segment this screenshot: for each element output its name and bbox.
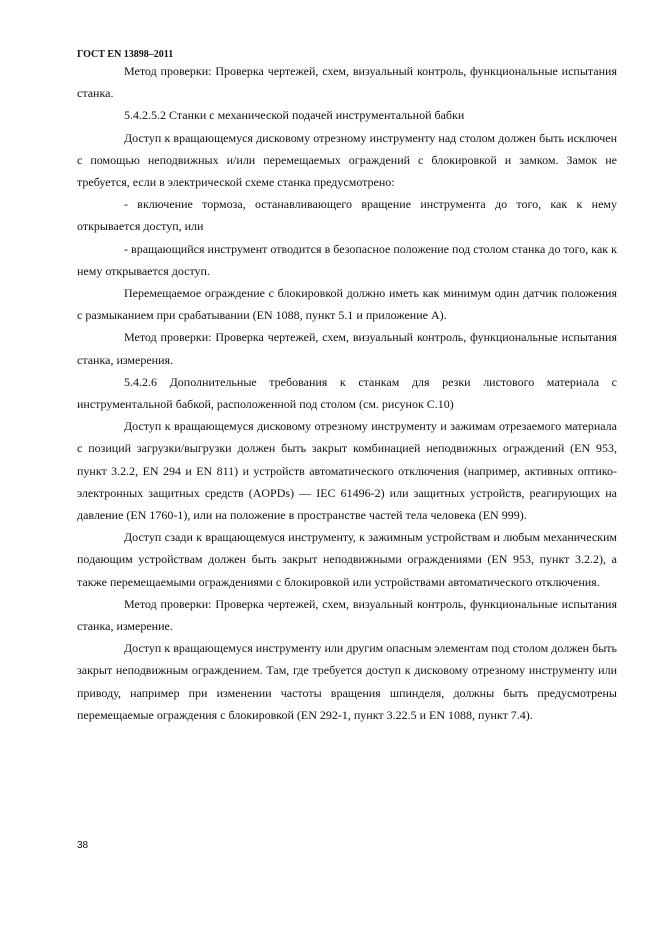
document-header: ГОСТ EN 13898–2011 [77,49,174,60]
paragraph: Доступ сзади к вращающемуся инструменту, к зажимным устройствам и любым механическим подающим устройствам должен быть закрыт неподвижными ограждениями (EN 953, пункт 3.2.2), а также перемещаемыми ограждениями с блокировкой или устройствами автоматического отключения. [77,530,617,589]
paragraph: Метод проверки: Проверка чертежей, схем, визуальный контроль, функциональные испытания станка, измерение. [77,596,617,634]
section-heading: 5.4.2.6 Дополнительные требования к станкам для резки листового материала с инструментальной бабкой, расположенной под столом (см. рисунок С.10) [77,374,617,412]
paragraph: Метод проверки: Проверка чертежей, схем, визуальный контроль, функциональные испытания станка. [77,64,617,101]
page-number: 38 [77,840,89,851]
paragraph: Доступ к вращающемуся дисковому отрезному инструменту и зажимам отрезаемого материала с позиций загрузки/выгрузки должен быть закрыт комбинацией неподвижных ограждений (EN 953, пункт 3.2.2, EN 294 и EN 811) и устройств автоматического отключения (например, активных оптико-электронных защитных средств (AOPDs) — IEC 61496-2) или защитных устройств, реагирующих на давление (EN 1760-1), или на положение в пространстве частей тела человека (EN 999). [77,419,617,523]
section-heading: 5.4.2.5.2 Станки с механической подачей инструментальной бабки [124,108,465,123]
list-item: - включение тормоза, останавливающего вращение инструмента до того, как к нему открывается доступ, или [77,197,617,234]
paragraph: Перемещаемое ограждение с блокировкой должно иметь как минимум один датчик положения с размыканием при срабатывании (EN 1088, пункт 5.1 и приложение А). [77,286,617,323]
paragraph: Метод проверки: Проверка чертежей, схем, визуальный контроль, функциональные испытания станка, измерения. [77,330,617,367]
document-body [77,60,617,726]
paragraph: Доступ к вращающемуся инструменту или другим опасным элементам под столом должен быть закрыт неподвижным ограждением. Там, где требуется доступ к дисковому отрезному инструменту или приводу, например при изменении частоты вращения шпинделя, должны быть предусмотрены перемещаемые ограждения с блокировкой (EN 292-1, пункт 3.22.5 и EN 1088, пункт 7.4). [77,641,617,722]
list-item: - вращающийся инструмент отводится в безопасное положение под столом станка до того, как к нему открывается доступ. [77,241,617,278]
paragraph: Доступ к вращающемуся дисковому отрезному инструменту над столом должен быть исключен с помощью неподвижных и/или перемещаемых ограждений с блокировкой и замком. Замок не требуется, если в электрической схеме станка предусмотрено: [77,130,617,190]
